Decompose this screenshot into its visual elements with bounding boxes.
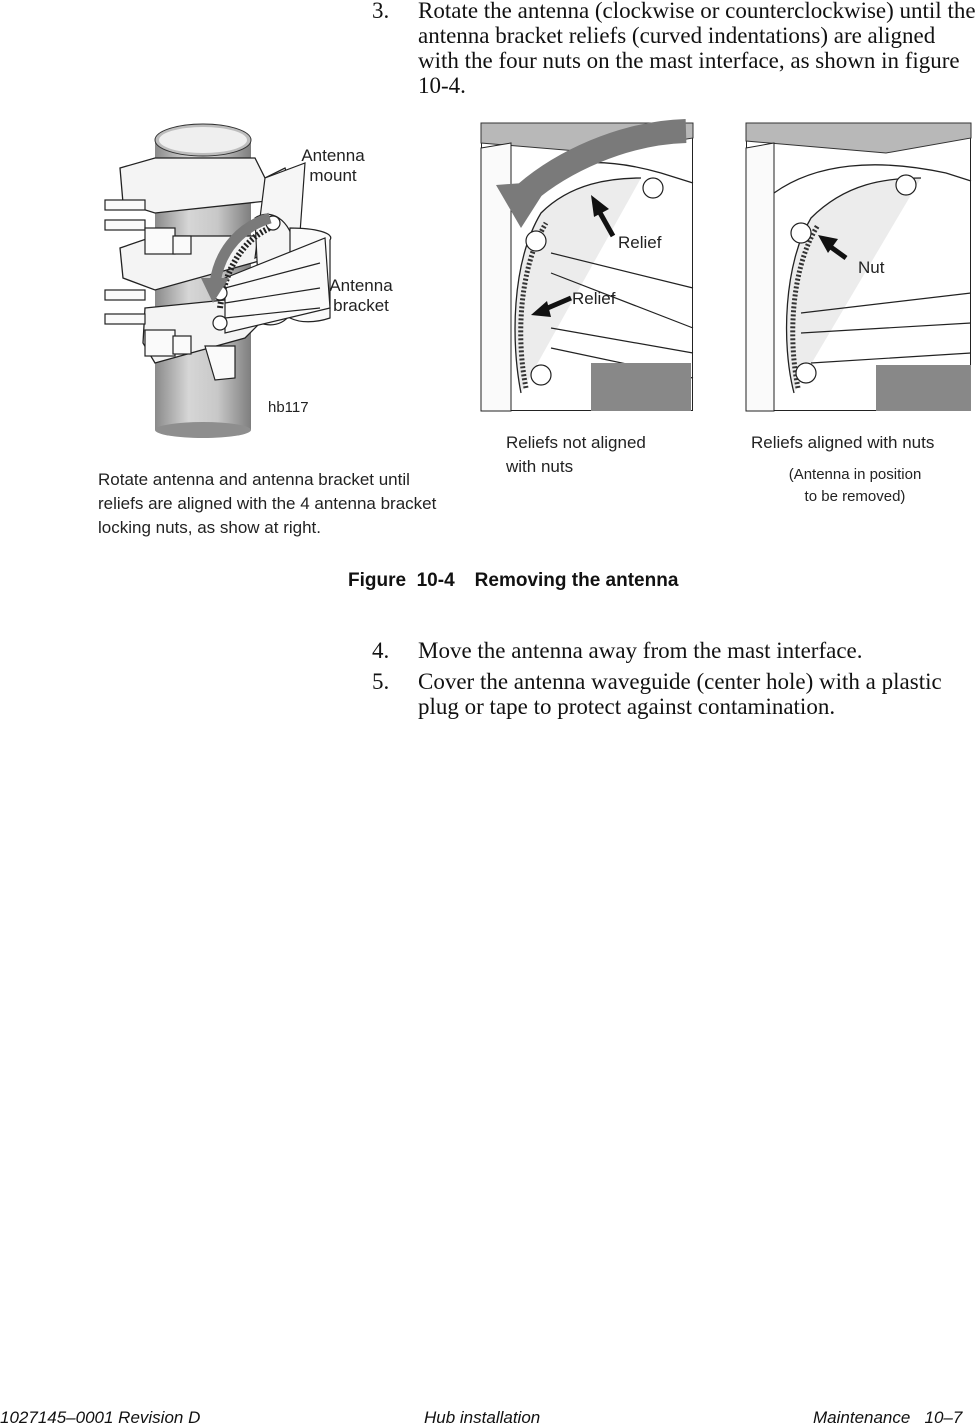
- middle-caption: Reliefs not aligned with nuts: [506, 433, 646, 476]
- right-caption: Reliefs aligned with nuts: [751, 433, 935, 452]
- antenna-mount-label: Antenna mount: [301, 146, 365, 185]
- drawing-id: hb117: [268, 399, 309, 416]
- relief-label-bottom: Relief: [572, 289, 616, 308]
- step-number: 5.: [372, 669, 390, 694]
- antenna-bracket-label: Antenna bracket: [329, 276, 393, 315]
- left-caption: Rotate antenna and antenna bracket until reliefs are aligned with the 4 antenna bracket locking nuts, as show at right.: [98, 470, 437, 537]
- footer-section: Hub installation: [424, 1408, 541, 1427]
- figure-number: Figure 10-4: [348, 570, 455, 591]
- figure-caption: [348, 570, 678, 592]
- step-text: Cover the antenna waveguide (center hole) with a plastic plug or tape to protect against contamination.: [418, 669, 942, 719]
- figure-title: Removing the antenna: [474, 570, 679, 591]
- nut-label: Nut: [858, 258, 885, 277]
- footer-page: Maintenance 10–7: [813, 1408, 963, 1427]
- step-number: 4.: [372, 638, 390, 663]
- footer-doc-id: 1027145–0001 Revision D: [0, 1408, 201, 1427]
- relief-label-top: Relief: [618, 233, 662, 252]
- step-number: 3.: [372, 0, 390, 23]
- step-text: Move the antenna away from the mast interface.: [418, 638, 863, 663]
- right-subcaption: (Antenna in position to be removed): [788, 466, 922, 505]
- step-text: Rotate the antenna (clockwise or counterclockwise) until the antenna bracket reliefs (curved indentations) are aligned with the four nuts on the mast interface, as shown in figure 10-4.: [418, 0, 976, 98]
- reliefs-not-aligned-illustration: [481, 123, 693, 411]
